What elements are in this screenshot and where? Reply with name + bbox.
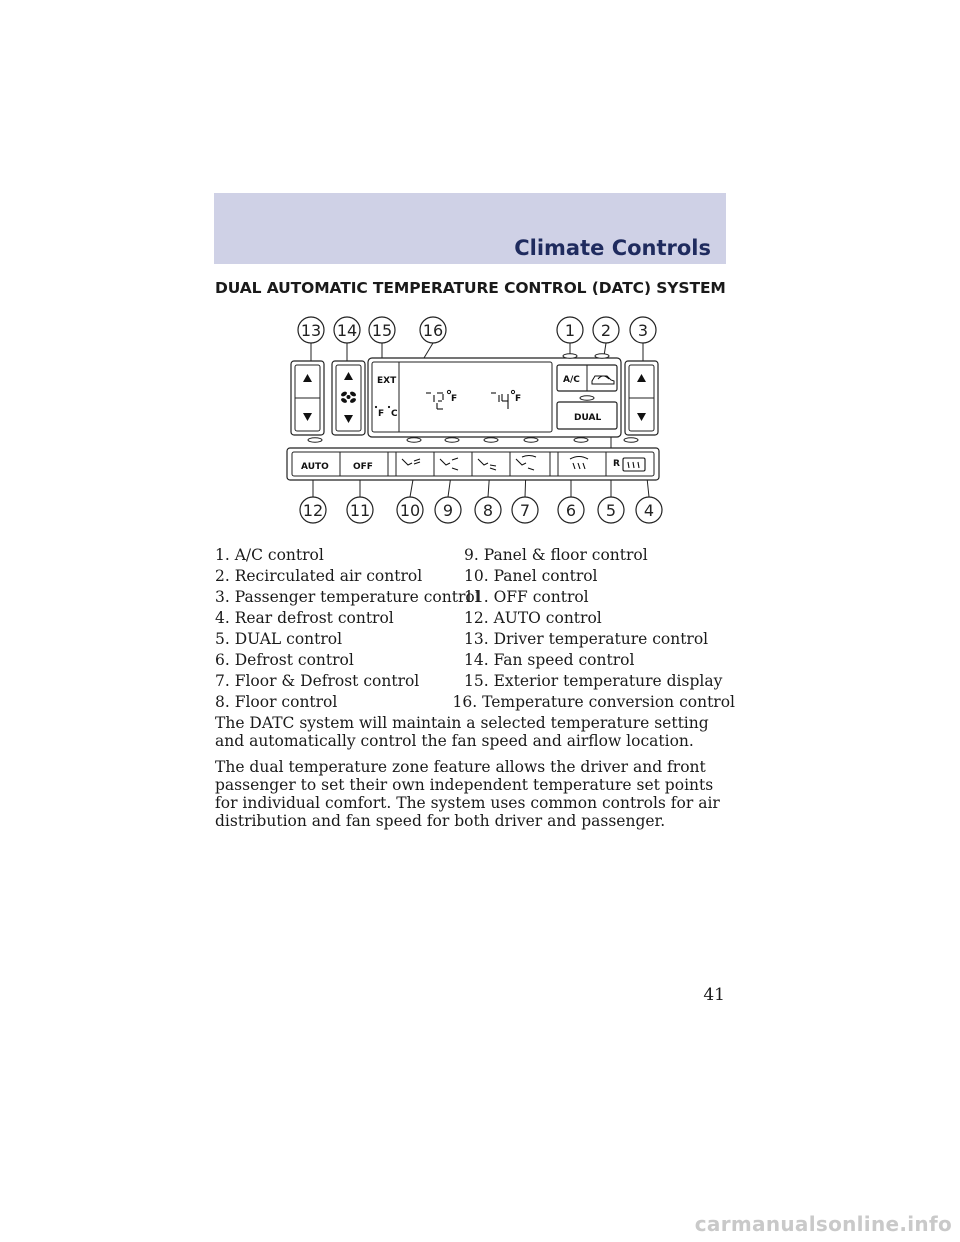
- passenger-unit-f: F: [515, 394, 522, 404]
- driver-temp-rocker: [291, 361, 324, 435]
- body-text: [215, 714, 735, 838]
- unit-c-label: C: [391, 409, 398, 419]
- dual-label: DUAL: [574, 413, 602, 423]
- legend-item: 15. Exterior temperature display: [464, 672, 723, 690]
- legend-row: [215, 629, 735, 650]
- callout-10: 10: [399, 501, 421, 520]
- legend-item: 11. OFF control: [464, 588, 589, 606]
- driver-unit-f: F: [451, 394, 458, 404]
- datc-control-panel-diagram: [280, 313, 670, 531]
- legend-item: 5. DUAL control: [215, 630, 343, 648]
- legend-item: 6. Defrost control: [215, 651, 354, 669]
- body-paragraph-1: The DATC system will maintain a selected temperature setting and automatically control the fan speed and airflow location.: [215, 714, 709, 750]
- section-header-band: [214, 193, 726, 264]
- callout-15: 15: [371, 321, 393, 340]
- unit-f-label: F: [378, 409, 385, 419]
- legend-item: 4. Rear defrost control: [215, 609, 394, 627]
- legend-item: 9. Panel & floor control: [464, 546, 648, 564]
- ac-label: A/C: [563, 375, 580, 385]
- legend-row: [215, 566, 735, 587]
- legend-item: 14. Fan speed control: [464, 651, 635, 669]
- passenger-temp-rocker: [625, 361, 658, 435]
- mode-button-bar: [287, 448, 659, 480]
- watermark: carmanualsonline.info: [694, 1212, 952, 1236]
- legend-item: 16. Temperature conversion control: [452, 693, 735, 711]
- legend-item: 7. Floor & Defrost control: [215, 672, 420, 690]
- callout-4: 4: [643, 501, 655, 520]
- callout-13: 13: [300, 321, 322, 340]
- legend-row: [215, 650, 735, 671]
- ext-label: EXT: [377, 376, 397, 386]
- legend-item: 2. Recirculated air control: [215, 567, 423, 585]
- callout-14: 14: [336, 321, 358, 340]
- callout-8: 8: [482, 501, 494, 520]
- legend-row: [215, 545, 735, 566]
- callout-11: 11: [349, 501, 371, 520]
- page-number: 41: [703, 985, 725, 1005]
- callout-7: 7: [519, 501, 531, 520]
- body-paragraph-2: The dual temperature zone feature allows the driver and front passenger to set their own independent temperature set points for individual comfort. The system uses common controls for air distribution and fan speed for both driver and passenger.: [215, 758, 720, 830]
- legend-row: [215, 671, 735, 692]
- legend-row: [215, 692, 735, 713]
- callout-6: 6: [565, 501, 577, 520]
- legend-item: 13. Driver temperature control: [464, 630, 709, 648]
- off-label: OFF: [353, 462, 373, 472]
- callout-16: 16: [422, 321, 444, 340]
- component-legend: [215, 545, 735, 713]
- legend-item: 1. A/C control: [215, 546, 324, 564]
- callout-9: 9: [442, 501, 454, 520]
- legend-row: [215, 608, 735, 629]
- callout-1: 1: [564, 321, 576, 340]
- section-heading: DUAL AUTOMATIC TEMPERATURE CONTROL (DATC) SYSTEM: [215, 279, 726, 297]
- legend-row: [215, 587, 735, 608]
- callout-2: 2: [600, 321, 612, 340]
- legend-item: 8. Floor control: [215, 693, 338, 711]
- rear-label: R: [613, 459, 620, 469]
- fan-speed-rocker: [332, 361, 365, 435]
- callout-12: 12: [302, 501, 324, 520]
- auto-label: AUTO: [301, 462, 329, 472]
- legend-item: 12. AUTO control: [464, 609, 602, 627]
- callout-5: 5: [605, 501, 617, 520]
- section-title: Climate Controls: [514, 236, 711, 260]
- callout-3: 3: [637, 321, 649, 340]
- legend-item: 3. Passenger temperature control: [215, 588, 480, 606]
- legend-item: 10. Panel control: [464, 567, 598, 585]
